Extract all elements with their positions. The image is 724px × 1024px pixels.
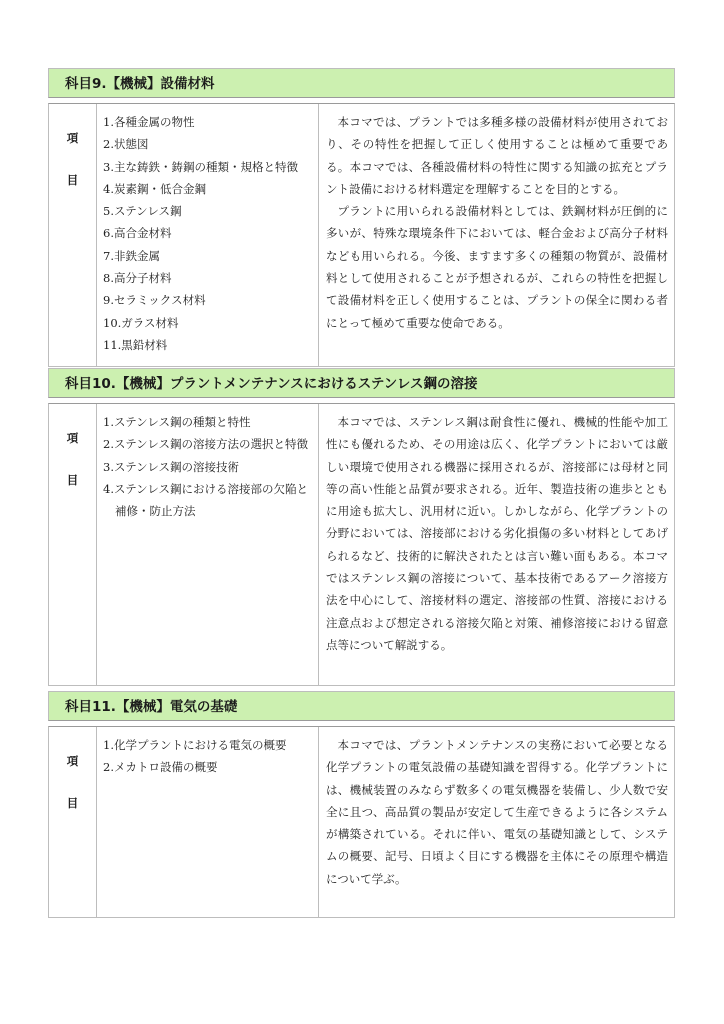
list-item: 11.黒鉛材料 [103,337,168,352]
course-section-10 [48,368,675,686]
label-column [49,104,97,366]
description-paragraph: 本コマでは、プラントメンテナンスの実務において必要となる化学プラントの電気設備の基礎知識を習得する。化学プラントには、機械装置のみならず数多くの電気機器を装備し、少人数で安全に且つ、高品質の製品が安定して生産できるように各システムが構築されている。それに伴い、電気の基礎知識として、システムの概要、記号、日頃よく目にする機器を主体にその原理や構造について学ぶ。 [326,738,668,886]
section-title: 科目10.【機械】プラントメンテナンスにおけるステンレス鋼の溶接 [48,368,675,398]
description-column [319,727,674,917]
list-item: 4.炭素鋼・低合金鋼 [103,181,206,196]
items-column [97,104,319,366]
description-paragraph: 本コマでは、ステンレス鋼は耐食性に優れ、機械的性能や加工性にも優れるため、その用途は広く、化学プラントにおいては厳しい環境で使用される機器に採用されるが、溶接部には母材と同等の高い性能と品質が要求される。近年、製造技術の進歩とともに用途も拡大し、汎用材に近い。しかしながら、化学プラントの分野においては、溶接部における劣化損傷の多い材料としてあげられるなど、技術的に解決されたとは言い難い面もある。本コマではステンレス鋼の溶接について、基本技術であるアーク溶接方法を中心にして、溶接材料の選定、溶接部の性質、溶接における注意点および想定される溶接欠陥と対策、補修溶接における留意点等について解説する。 [326,415,668,652]
list-item: 2.メカトロ設備の概要 [103,760,218,775]
description-column [319,104,674,366]
description-paragraph: 本コマでは、プラントでは多種多様の設備材料が使用されており、その特性を把握して正しく使用することは極めて重要である。本コマでは、各種設備材料の特性に関する知識の拡充とプラント設備における材料選定を理解することを目的とする。 [326,115,668,196]
list-item: 1.各種金属の物性 [103,115,195,129]
list-item: 1.ステンレス鋼の種類と特性 [103,415,251,429]
list-item: 9.セラミックス材料 [103,293,206,308]
list-item: 5.ステンレス鋼 [103,204,182,219]
item-list [97,404,318,522]
course-section-11 [48,691,675,918]
list-item: 3.ステンレス鋼の溶接技術 [103,459,240,474]
list-item: 10.ガラス材料 [103,315,179,330]
section-title: 科目11.【機械】電気の基礎 [48,691,675,721]
label-char: 目 [66,173,79,187]
section-body [48,726,675,918]
label-char: 項 [66,431,79,445]
label-char: 目 [66,796,79,810]
label-char: 目 [66,473,79,487]
list-item: 8.高分子材料 [103,271,172,286]
list-item: 3.主な鋳鉄・鋳鋼の種類・規格と特徴 [103,159,298,174]
label-char: 項 [66,131,79,145]
items-column [97,727,319,917]
label-char: 項 [66,754,79,768]
list-item: 7.非鉄金属 [103,248,160,263]
description-column [319,404,674,685]
label-column [49,404,97,685]
description-paragraph: プラントに用いられる設備材料としては、鉄鋼材料が圧倒的に多いが、特殊な環境条件下においては、軽合金および高分子材料なども用いられる。今後、ますます多くの種類の物質が、設備材料として使用されることが予想されるが、これらの特性を把握して設備材料を正しく使用することは、プラントの保全に関わる者にとって極めて重要な使命である。 [326,204,668,330]
list-item: 2.ステンレス鋼の溶接方法の選択と特徴 [103,437,309,452]
list-item: 6.高合金材料 [103,226,172,241]
course-section-9 [48,68,675,367]
item-list [97,727,318,779]
list-item: 4.ステンレス鋼における溶接部の欠陥と補修・防止方法 [103,481,309,519]
section-body [48,103,675,367]
section-body [48,403,675,686]
list-item: 2.状態図 [103,137,149,152]
label-column [49,727,97,917]
list-item: 1.化学プラントにおける電気の概要 [103,738,287,752]
item-list [97,104,318,356]
items-column [97,404,319,685]
section-title: 科目9.【機械】設備材料 [48,68,675,98]
